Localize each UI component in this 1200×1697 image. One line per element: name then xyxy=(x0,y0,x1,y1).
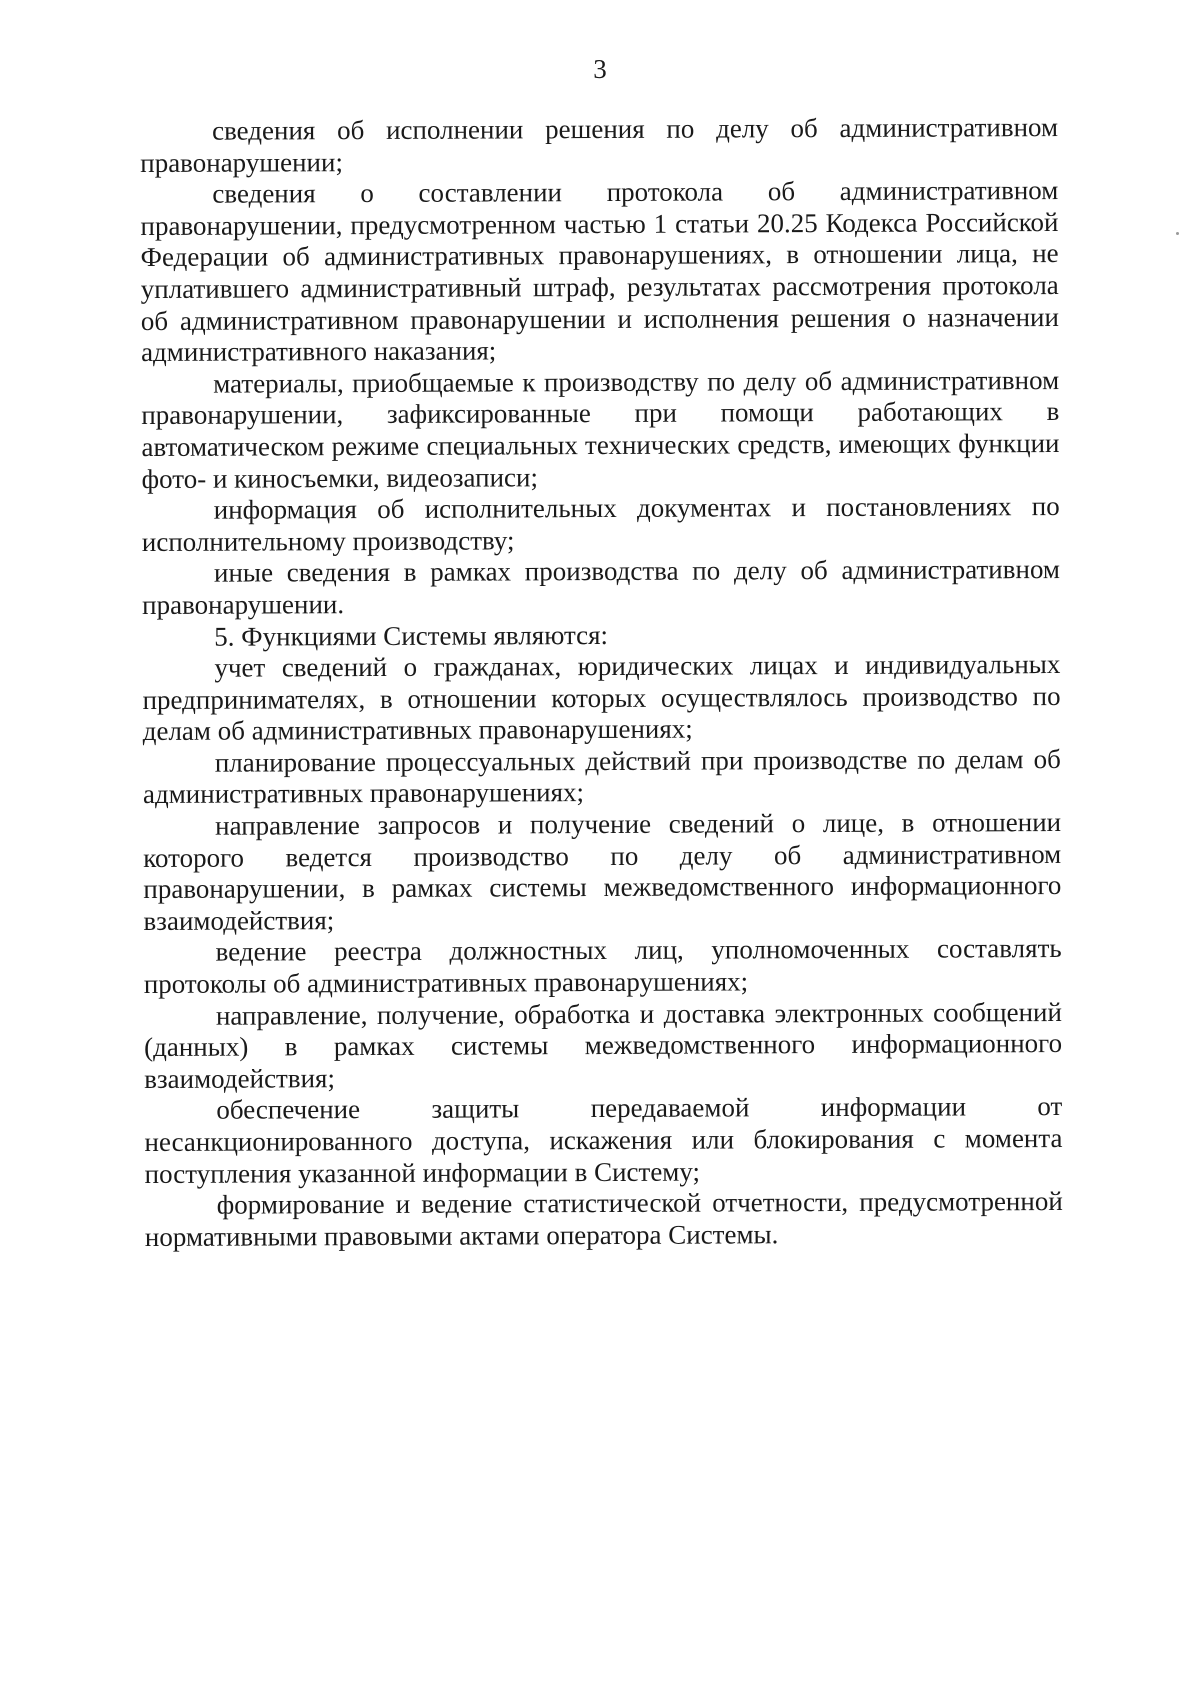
paragraph-function-messaging: направление, получение, обработка и доставка электронных сообщений (данных) в рамках системы межведомственного информационного взаимодействия; xyxy=(143,996,1063,1094)
paragraph-protocol-article-20-25: сведения о составлении протокола об административном правонарушении, предусмотренном частью 1 статьи 20.25 Кодекса Российской Федерации об административных правонарушениях, в отношении лица, не уплатившего административный штраф, результатах рассмотрения протокола об административном правонарушении и исполнения решения о назначении административного наказания; xyxy=(140,175,1059,368)
paragraph-function-requests: направление запросов и получение сведений о лице, в отношении которого ведется производство по делу об административном правонарушении, в рамках системы межведомственного информационного взаимодействия; xyxy=(143,807,1062,936)
paragraph-enforcement-info: сведения об исполнении решения по делу об административном правонарушении; xyxy=(140,111,1059,178)
page-number: 3 xyxy=(593,54,607,84)
paragraph-other-info: иные сведения в рамках производства по делу об административном правонарушении. xyxy=(142,554,1061,620)
document-body xyxy=(140,112,1063,1253)
paragraph-function-protection: обеспечение защиты передаваемой информации от несанкционированного доступа, искажения или блокирования с момента поступления указанной информации в Систему; xyxy=(144,1091,1063,1189)
paragraph-system-functions-heading: 5. Функциями Системы являются: xyxy=(214,619,609,652)
scan-speck xyxy=(1176,232,1179,235)
paragraph-function-planning: планирование процессуальных действий при производстве по делам об административных правонарушениях; xyxy=(142,743,1061,810)
paragraph-function-records: учет сведений о гражданах, юридических лицах и индивидуальных предпринимателях, в отношении которых осуществлялось производство по делам об административных правонарушениях; xyxy=(142,649,1061,747)
paragraph-photo-video-materials: материалы, приобщаемые к производству по делу об административном правонарушении, зафиксированные при помощи работающих в автоматическом режиме специальных технических средств, имеющих функции фото- и киносъемки, видеозаписи; xyxy=(141,364,1060,494)
paragraph-executive-documents: информация об исполнительных документах и постановлениях по исполнительному производству; xyxy=(141,491,1060,557)
paragraph-function-officials-registry: ведение реестра должностных лиц, уполномоченных составлять протоколы об административных правонарушениях; xyxy=(143,933,1062,1000)
paragraph-function-statistics: формирование и ведение статистической отчетности, предусмотренной нормативными правовыми актами оператора Системы. xyxy=(144,1186,1063,1252)
